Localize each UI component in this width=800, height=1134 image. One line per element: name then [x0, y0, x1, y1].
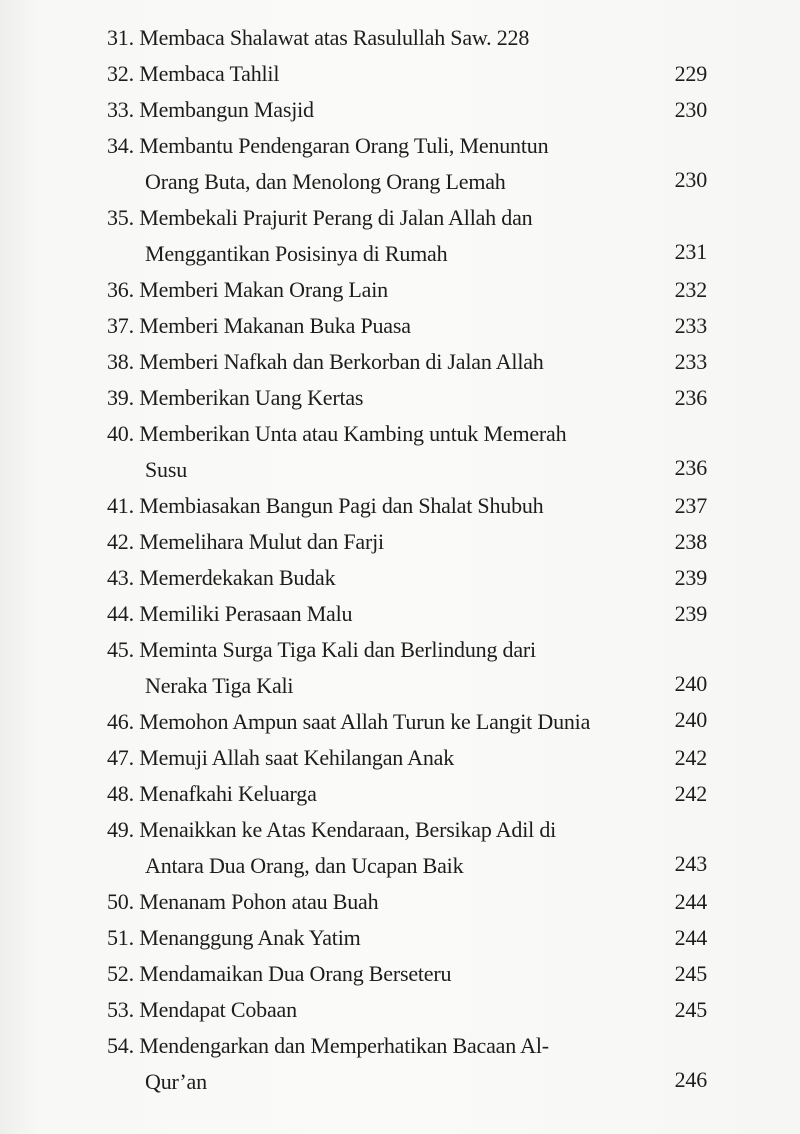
toc-entry-number: 44.: [107, 601, 134, 626]
toc-entry: [107, 560, 707, 596]
toc-entry-number: 43.: [107, 565, 134, 590]
toc-entry-title: Memberi Makanan Buka Puasa: [139, 313, 411, 338]
toc-entry-number: 53.: [107, 997, 134, 1022]
toc-entry-title: Membangun Masjid: [139, 97, 314, 122]
toc-entry: [107, 776, 707, 812]
toc-entry-title: Mendengarkan dan Memperhatikan Bacaan Al-Qur’an: [139, 1033, 549, 1094]
toc-entry-number: 49.: [107, 817, 134, 842]
toc-entry-number: 39.: [107, 385, 134, 410]
toc-entry-page: 244: [674, 889, 707, 914]
table-of-contents: [107, 20, 707, 1100]
toc-entry-title: Meminta Surga Tiga Kali dan Berlindung dari Neraka Tiga Kali: [139, 637, 536, 698]
toc-entry: [107, 416, 707, 488]
toc-entry-number: 42.: [107, 529, 134, 554]
toc-entry-title: Memerdekakan Budak: [139, 565, 336, 590]
toc-entry-number: 36.: [107, 277, 134, 302]
toc-entry-number: 31.: [107, 25, 134, 50]
toc-entry-page: 236: [674, 385, 707, 410]
toc-entry-page: 233: [674, 349, 707, 374]
toc-entry: [107, 272, 707, 308]
toc-entry-number: 54.: [107, 1033, 134, 1058]
toc-entry: [107, 200, 707, 272]
toc-entry: [107, 524, 707, 560]
toc-entry-number: 48.: [107, 781, 134, 806]
toc-entry-page: 240: [674, 671, 707, 696]
toc-entry-page: 230: [674, 167, 707, 192]
toc-entry: [107, 56, 707, 92]
toc-entry-number: 47.: [107, 745, 134, 770]
toc-entry-title: Menanggung Anak Yatim: [139, 925, 361, 950]
toc-entry-title: Membaca Tahlil: [139, 61, 280, 86]
toc-entry-page: 229: [674, 61, 707, 86]
toc-entry-number: 35.: [107, 205, 134, 230]
toc-entry-title: Membiasakan Bangun Pagi dan Shalat Shubuh: [139, 493, 544, 518]
toc-entry: [107, 884, 707, 920]
toc-entry-page: 242: [674, 745, 707, 770]
toc-entry-number: 38.: [107, 349, 134, 374]
toc-entry: [107, 92, 707, 128]
toc-entry-title: Memberikan Uang Kertas: [139, 385, 364, 410]
toc-entry-title: Memiliki Perasaan Malu: [139, 601, 353, 626]
toc-entry-title: Memberi Nafkah dan Berkorban di Jalan Allah: [139, 349, 544, 374]
toc-entry-title: Memohon Ampun saat Allah Turun ke Langit Dunia: [139, 709, 591, 734]
toc-entry-number: 52.: [107, 961, 134, 986]
toc-entry: [107, 992, 707, 1028]
toc-entry-title: Menaikkan ke Atas Kendaraan, Bersikap Adil di Antara Dua Orang, dan Ucapan Baik: [139, 817, 557, 878]
toc-entry: [107, 308, 707, 344]
toc-entry-title: Mendamaikan Dua Orang Berseteru: [139, 961, 452, 986]
toc-entry-number: 40.: [107, 421, 134, 446]
toc-entry-number: 34.: [107, 133, 134, 158]
toc-entry-title: Membantu Pendengaran Orang Tuli, Menuntun Orang Buta, dan Menolong Orang Lemah: [139, 133, 549, 194]
toc-entry-page: 239: [674, 565, 707, 590]
toc-entry-page: 230: [674, 97, 707, 122]
toc-entry-page: 242: [674, 781, 707, 806]
toc-entry-title: Membaca Shalawat atas Rasulullah Saw. 228: [139, 25, 530, 50]
toc-entry-number: 32.: [107, 61, 134, 86]
toc-entry-page: 244: [674, 925, 707, 950]
toc-entry-number: 50.: [107, 889, 134, 914]
toc-entry: [107, 704, 707, 740]
toc-entry: [107, 488, 707, 524]
toc-entry: [107, 20, 707, 56]
toc-entry-page: 239: [674, 601, 707, 626]
toc-entry-page: 236: [674, 455, 707, 480]
toc-entry-page: 240: [674, 707, 707, 732]
toc-entry-page: 231: [674, 239, 707, 264]
toc-entry-number: 45.: [107, 637, 134, 662]
toc-entry-title: Menafkahi Keluarga: [139, 781, 317, 806]
toc-entry-number: 37.: [107, 313, 134, 338]
toc-entry: [107, 128, 707, 200]
toc-entry-title: Memberikan Unta atau Kambing untuk Memerah Susu: [139, 421, 567, 482]
toc-entry-page: 246: [674, 1067, 707, 1092]
toc-entry-title: Memberi Makan Orang Lain: [139, 277, 388, 302]
toc-entry: [107, 380, 707, 416]
toc-entry-number: 41.: [107, 493, 134, 518]
toc-entry-title: Memuji Allah saat Kehilangan Anak: [139, 745, 454, 770]
toc-entry-page: 233: [674, 313, 707, 338]
toc-entry-page: 243: [674, 851, 707, 876]
toc-entry: [107, 632, 707, 704]
toc-entry-title: Memelihara Mulut dan Farji: [139, 529, 384, 554]
toc-entry-number: 33.: [107, 97, 134, 122]
toc-entry: [107, 1028, 707, 1100]
toc-entry: [107, 344, 707, 380]
toc-entry-page: 237: [674, 493, 707, 518]
toc-entry: [107, 740, 707, 776]
toc-entry-title: Menanam Pohon atau Buah: [139, 889, 379, 914]
toc-entry-page: 238: [674, 529, 707, 554]
toc-entry-number: 46.: [107, 709, 134, 734]
toc-entry: [107, 920, 707, 956]
toc-entry-title: Membekali Prajurit Perang di Jalan Allah dan Menggantikan Posisinya di Rumah: [139, 205, 533, 266]
toc-entry-page: 232: [674, 277, 707, 302]
toc-entry: [107, 956, 707, 992]
toc-entry-page: 245: [674, 997, 707, 1022]
toc-entry-number: 51.: [107, 925, 134, 950]
toc-entry: [107, 596, 707, 632]
toc-entry-title: Mendapat Cobaan: [139, 997, 297, 1022]
toc-entry-page: 245: [674, 961, 707, 986]
toc-entry: [107, 812, 707, 884]
